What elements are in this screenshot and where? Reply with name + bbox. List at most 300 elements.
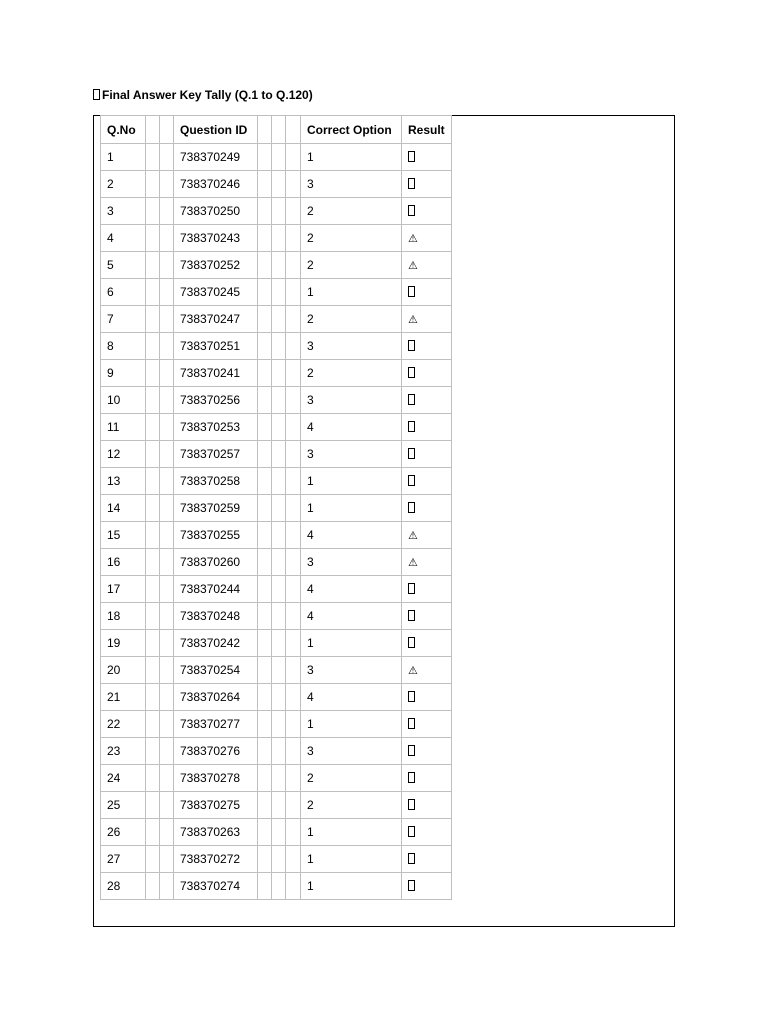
spacer-cell <box>286 171 301 198</box>
cell-correct-option: 2 <box>301 225 402 252</box>
cell-qno: 10 <box>101 387 146 414</box>
spacer-cell <box>146 414 160 441</box>
cell-result <box>402 630 452 657</box>
cell-result <box>402 468 452 495</box>
spacer-cell <box>146 306 160 333</box>
cell-correct-option: 1 <box>301 495 402 522</box>
table-row <box>101 279 452 306</box>
cell-question-id: 738370255 <box>174 522 258 549</box>
spacer-cell <box>258 846 272 873</box>
page-title-text: Final Answer Key Tally (Q.1 to Q.120) <box>102 88 313 102</box>
spacer-cell <box>146 576 160 603</box>
checkmark-icon <box>408 745 415 756</box>
warning-icon: ⚠ <box>408 232 418 245</box>
spacer-cell <box>272 333 286 360</box>
spacer-cell <box>146 684 160 711</box>
cell-qno: 22 <box>101 711 146 738</box>
spacer-cell <box>160 360 174 387</box>
header-result: Result <box>402 116 452 144</box>
spacer-cell <box>160 549 174 576</box>
cell-result <box>402 657 452 684</box>
checkmark-icon <box>93 89 100 100</box>
cell-result <box>402 414 452 441</box>
cell-correct-option: 1 <box>301 279 402 306</box>
spacer-cell <box>146 441 160 468</box>
warning-icon: ⚠ <box>408 259 418 272</box>
spacer-cell <box>146 387 160 414</box>
checkmark-icon <box>408 691 415 702</box>
spacer-cell <box>286 657 301 684</box>
cell-question-id: 738370250 <box>174 198 258 225</box>
cell-question-id: 738370278 <box>174 765 258 792</box>
spacer-cell <box>272 387 286 414</box>
spacer-cell <box>258 279 272 306</box>
checkmark-icon <box>408 826 415 837</box>
cell-qno: 28 <box>101 873 146 900</box>
table-row <box>101 441 452 468</box>
spacer-cell <box>272 441 286 468</box>
cell-correct-option: 1 <box>301 468 402 495</box>
spacer-cell <box>160 252 174 279</box>
cell-question-id: 738370258 <box>174 468 258 495</box>
spacer-cell <box>272 873 286 900</box>
cell-qno: 11 <box>101 414 146 441</box>
cell-correct-option: 1 <box>301 144 402 171</box>
cell-correct-option: 2 <box>301 198 402 225</box>
spacer-cell <box>272 306 286 333</box>
cell-qno: 14 <box>101 495 146 522</box>
checkmark-icon <box>408 880 415 891</box>
cell-qno: 17 <box>101 576 146 603</box>
table-row <box>101 792 452 819</box>
spacer-cell <box>286 711 301 738</box>
cell-qno: 27 <box>101 846 146 873</box>
spacer-cell <box>272 360 286 387</box>
checkmark-icon <box>408 421 415 432</box>
cell-qno: 26 <box>101 819 146 846</box>
cell-qno: 24 <box>101 765 146 792</box>
spacer-cell <box>286 603 301 630</box>
spacer-cell <box>272 522 286 549</box>
spacer-cell <box>146 468 160 495</box>
spacer-cell <box>160 333 174 360</box>
cell-question-id: 738370241 <box>174 360 258 387</box>
table-row <box>101 144 452 171</box>
spacer-cell <box>146 711 160 738</box>
spacer-cell <box>160 657 174 684</box>
table-row <box>101 738 452 765</box>
cell-result <box>402 603 452 630</box>
table-row <box>101 819 452 846</box>
cell-question-id: 738370246 <box>174 171 258 198</box>
spacer-cell <box>272 414 286 441</box>
cell-correct-option: 3 <box>301 549 402 576</box>
table-row <box>101 549 452 576</box>
table-row <box>101 414 452 441</box>
spacer-cell <box>286 252 301 279</box>
cell-qno: 15 <box>101 522 146 549</box>
cell-qno: 19 <box>101 630 146 657</box>
spacer-cell <box>146 765 160 792</box>
spacer-cell <box>146 198 160 225</box>
spacer-cell <box>258 171 272 198</box>
spacer-cell <box>146 360 160 387</box>
cell-correct-option: 3 <box>301 171 402 198</box>
spacer-cell <box>272 576 286 603</box>
header-qno: Q.No <box>101 116 146 144</box>
cell-result <box>402 306 452 333</box>
spacer-cell <box>272 711 286 738</box>
checkmark-icon <box>408 448 415 459</box>
cell-result <box>402 846 452 873</box>
spacer-cell <box>160 846 174 873</box>
spacer-cell <box>146 549 160 576</box>
spacer-cell <box>286 738 301 765</box>
table-row <box>101 495 452 522</box>
cell-question-id: 738370242 <box>174 630 258 657</box>
spacer-cell <box>160 414 174 441</box>
table-row <box>101 765 452 792</box>
checkmark-icon <box>408 853 415 864</box>
cell-qno: 2 <box>101 171 146 198</box>
spacer-cell <box>258 198 272 225</box>
header-correct-option: Correct Option <box>301 116 402 144</box>
spacer-cell <box>286 225 301 252</box>
table-header-row <box>101 116 452 144</box>
spacer-cell <box>286 387 301 414</box>
checkmark-icon <box>408 772 415 783</box>
spacer-cell <box>146 657 160 684</box>
cell-qno: 16 <box>101 549 146 576</box>
spacer-cell <box>160 468 174 495</box>
checkmark-icon <box>408 205 415 216</box>
table-row <box>101 846 452 873</box>
cell-question-id: 738370276 <box>174 738 258 765</box>
spacer-cell <box>272 144 286 171</box>
cell-correct-option: 3 <box>301 387 402 414</box>
cell-result <box>402 333 452 360</box>
spacer-cell <box>272 198 286 225</box>
spacer-cell <box>272 468 286 495</box>
spacer-cell <box>258 657 272 684</box>
table-row <box>101 360 452 387</box>
spacer-cell <box>258 711 272 738</box>
checkmark-icon <box>408 286 415 297</box>
checkmark-icon <box>408 367 415 378</box>
cell-qno: 13 <box>101 468 146 495</box>
spacer-cell <box>160 495 174 522</box>
table-body <box>101 144 452 900</box>
spacer-cell <box>272 819 286 846</box>
spacer-cell <box>146 630 160 657</box>
checkmark-icon <box>408 610 415 621</box>
spacer-cell <box>272 630 286 657</box>
checkmark-icon <box>408 475 415 486</box>
spacer-cell <box>286 684 301 711</box>
cell-question-id: 738370260 <box>174 549 258 576</box>
cell-correct-option: 2 <box>301 306 402 333</box>
spacer-cell <box>146 225 160 252</box>
spacer-cell <box>258 387 272 414</box>
cell-question-id: 738370248 <box>174 603 258 630</box>
cell-result <box>402 441 452 468</box>
cell-question-id: 738370244 <box>174 576 258 603</box>
spacer-cell <box>146 738 160 765</box>
spacer-cell <box>286 630 301 657</box>
cell-result <box>402 198 452 225</box>
spacer-cell <box>258 549 272 576</box>
spacer-cell <box>272 116 286 144</box>
checkmark-icon <box>408 178 415 189</box>
cell-result <box>402 252 452 279</box>
table-row <box>101 468 452 495</box>
spacer-cell <box>258 441 272 468</box>
spacer-cell <box>258 792 272 819</box>
spacer-cell <box>272 495 286 522</box>
cell-correct-option: 4 <box>301 603 402 630</box>
spacer-cell <box>258 495 272 522</box>
spacer-cell <box>272 603 286 630</box>
spacer-cell <box>272 252 286 279</box>
spacer-cell <box>258 603 272 630</box>
table-row <box>101 387 452 414</box>
spacer-cell <box>286 360 301 387</box>
spacer-cell <box>258 333 272 360</box>
cell-correct-option: 1 <box>301 630 402 657</box>
spacer-cell <box>286 765 301 792</box>
cell-question-id: 738370251 <box>174 333 258 360</box>
spacer-cell <box>258 873 272 900</box>
spacer-cell <box>258 225 272 252</box>
warning-icon: ⚠ <box>408 313 418 326</box>
cell-qno: 23 <box>101 738 146 765</box>
checkmark-icon <box>408 718 415 729</box>
spacer-cell <box>160 603 174 630</box>
table-row <box>101 198 452 225</box>
cell-question-id: 738370263 <box>174 819 258 846</box>
cell-correct-option: 1 <box>301 846 402 873</box>
cell-correct-option: 1 <box>301 711 402 738</box>
spacer-cell <box>160 306 174 333</box>
spacer-cell <box>146 873 160 900</box>
spacer-cell <box>160 198 174 225</box>
cell-correct-option: 1 <box>301 819 402 846</box>
cell-correct-option: 2 <box>301 360 402 387</box>
table-row <box>101 684 452 711</box>
cell-result <box>402 873 452 900</box>
cell-qno: 9 <box>101 360 146 387</box>
spacer-cell <box>160 387 174 414</box>
spacer-cell <box>258 468 272 495</box>
spacer-cell <box>272 684 286 711</box>
table-row <box>101 711 452 738</box>
spacer-cell <box>272 846 286 873</box>
cell-question-id: 738370275 <box>174 792 258 819</box>
cell-result <box>402 225 452 252</box>
cell-qno: 3 <box>101 198 146 225</box>
cell-question-id: 738370247 <box>174 306 258 333</box>
spacer-cell <box>272 171 286 198</box>
checkmark-icon <box>408 340 415 351</box>
cell-qno: 12 <box>101 441 146 468</box>
warning-icon: ⚠ <box>408 556 418 569</box>
spacer-cell <box>286 576 301 603</box>
spacer-cell <box>160 116 174 144</box>
spacer-cell <box>160 171 174 198</box>
spacer-cell <box>160 819 174 846</box>
spacer-cell <box>146 171 160 198</box>
spacer-cell <box>258 306 272 333</box>
cell-result <box>402 684 452 711</box>
cell-correct-option: 2 <box>301 792 402 819</box>
spacer-cell <box>258 630 272 657</box>
spacer-cell <box>286 333 301 360</box>
spacer-cell <box>286 819 301 846</box>
checkmark-icon <box>408 502 415 513</box>
spacer-cell <box>146 252 160 279</box>
cell-question-id: 738370264 <box>174 684 258 711</box>
warning-icon: ⚠ <box>408 664 418 677</box>
spacer-cell <box>258 765 272 792</box>
cell-result <box>402 738 452 765</box>
cell-qno: 6 <box>101 279 146 306</box>
spacer-cell <box>258 360 272 387</box>
cell-result <box>402 549 452 576</box>
cell-qno: 5 <box>101 252 146 279</box>
spacer-cell <box>286 522 301 549</box>
cell-result <box>402 279 452 306</box>
spacer-cell <box>286 846 301 873</box>
spacer-cell <box>272 549 286 576</box>
table-row <box>101 306 452 333</box>
spacer-cell <box>160 765 174 792</box>
cell-qno: 1 <box>101 144 146 171</box>
cell-result <box>402 360 452 387</box>
cell-correct-option: 4 <box>301 576 402 603</box>
cell-result <box>402 144 452 171</box>
table-row <box>101 603 452 630</box>
spacer-cell <box>146 144 160 171</box>
spacer-cell <box>258 819 272 846</box>
spacer-cell <box>286 306 301 333</box>
table-row <box>101 576 452 603</box>
cell-correct-option: 3 <box>301 738 402 765</box>
cell-qno: 20 <box>101 657 146 684</box>
cell-question-id: 738370256 <box>174 387 258 414</box>
spacer-cell <box>286 549 301 576</box>
cell-correct-option: 4 <box>301 414 402 441</box>
spacer-cell <box>286 468 301 495</box>
cell-question-id: 738370274 <box>174 873 258 900</box>
checkmark-icon <box>408 394 415 405</box>
cell-result <box>402 522 452 549</box>
table-row <box>101 171 452 198</box>
cell-correct-option: 3 <box>301 657 402 684</box>
cell-qno: 4 <box>101 225 146 252</box>
spacer-cell <box>160 792 174 819</box>
cell-question-id: 738370252 <box>174 252 258 279</box>
cell-qno: 8 <box>101 333 146 360</box>
spacer-cell <box>146 116 160 144</box>
spacer-cell <box>286 792 301 819</box>
cell-qno: 21 <box>101 684 146 711</box>
cell-qno: 7 <box>101 306 146 333</box>
spacer-cell <box>146 522 160 549</box>
table-row <box>101 522 452 549</box>
spacer-cell <box>258 414 272 441</box>
spacer-cell <box>286 873 301 900</box>
cell-question-id: 738370257 <box>174 441 258 468</box>
cell-question-id: 738370243 <box>174 225 258 252</box>
cell-correct-option: 4 <box>301 684 402 711</box>
table-row <box>101 657 452 684</box>
spacer-cell <box>160 522 174 549</box>
cell-correct-option: 2 <box>301 765 402 792</box>
cell-question-id: 738370245 <box>174 279 258 306</box>
spacer-cell <box>286 495 301 522</box>
spacer-cell <box>286 441 301 468</box>
table-row <box>101 333 452 360</box>
spacer-cell <box>160 738 174 765</box>
cell-question-id: 738370259 <box>174 495 258 522</box>
cell-correct-option: 2 <box>301 252 402 279</box>
table-row <box>101 630 452 657</box>
cell-result <box>402 576 452 603</box>
spacer-cell <box>272 279 286 306</box>
spacer-cell <box>258 738 272 765</box>
spacer-cell <box>160 873 174 900</box>
spacer-cell <box>286 279 301 306</box>
checkmark-icon <box>408 799 415 810</box>
header-question-id: Question ID <box>174 116 258 144</box>
cell-result <box>402 792 452 819</box>
spacer-cell <box>286 116 301 144</box>
spacer-cell <box>146 846 160 873</box>
cell-correct-option: 3 <box>301 333 402 360</box>
checkmark-icon <box>408 151 415 162</box>
spacer-cell <box>146 819 160 846</box>
table-row <box>101 252 452 279</box>
spacer-cell <box>146 279 160 306</box>
spacer-cell <box>286 414 301 441</box>
cell-result <box>402 387 452 414</box>
spacer-cell <box>146 603 160 630</box>
spacer-cell <box>146 333 160 360</box>
cell-question-id: 738370253 <box>174 414 258 441</box>
cell-qno: 18 <box>101 603 146 630</box>
warning-icon: ⚠ <box>408 529 418 542</box>
spacer-cell <box>286 198 301 225</box>
spacer-cell <box>272 765 286 792</box>
spacer-cell <box>146 495 160 522</box>
spacer-cell <box>258 116 272 144</box>
spacer-cell <box>160 630 174 657</box>
cell-result <box>402 495 452 522</box>
cell-question-id: 738370272 <box>174 846 258 873</box>
cell-result <box>402 819 452 846</box>
spacer-cell <box>160 279 174 306</box>
cell-correct-option: 3 <box>301 441 402 468</box>
cell-correct-option: 1 <box>301 873 402 900</box>
cell-result <box>402 711 452 738</box>
cell-question-id: 738370277 <box>174 711 258 738</box>
cell-question-id: 738370249 <box>174 144 258 171</box>
spacer-cell <box>160 144 174 171</box>
spacer-cell <box>258 144 272 171</box>
checkmark-icon <box>408 583 415 594</box>
cell-correct-option: 4 <box>301 522 402 549</box>
checkmark-icon <box>408 637 415 648</box>
